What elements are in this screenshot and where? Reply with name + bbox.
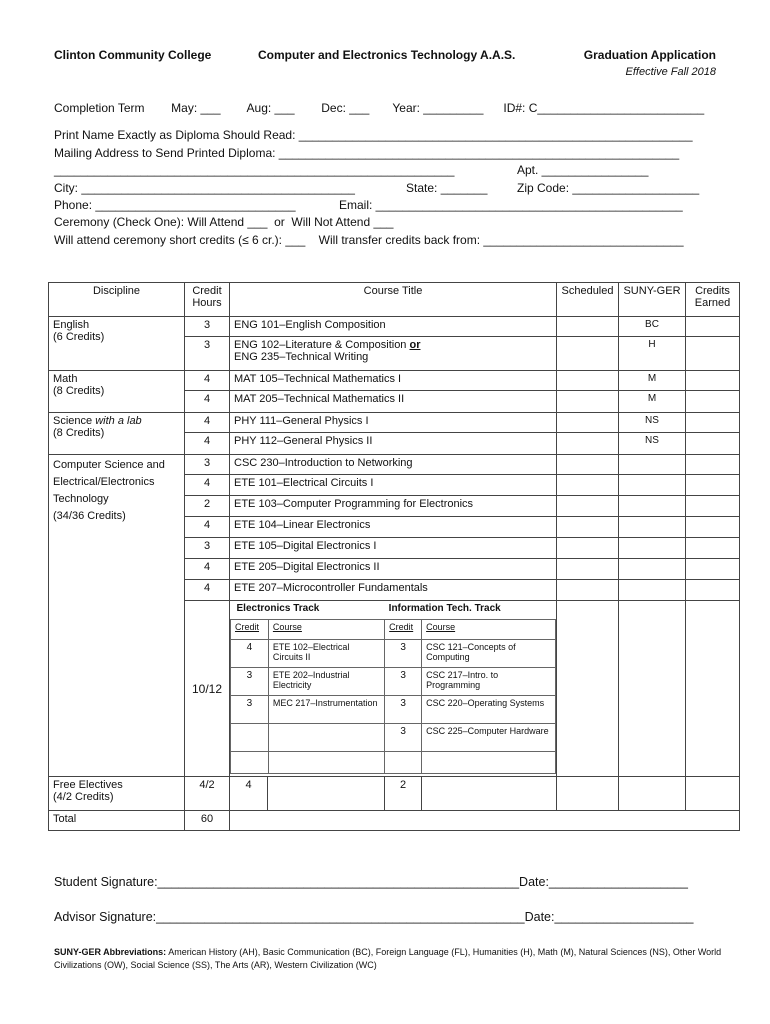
course-table bbox=[48, 282, 740, 831]
course-title-cell: ETE 205–Digital Electronics II bbox=[230, 559, 557, 580]
credit-hours-cell: 4 bbox=[185, 517, 230, 538]
suny-ger-cell bbox=[619, 517, 686, 538]
credits-earned-cell[interactable] bbox=[686, 496, 740, 517]
student-signature-line[interactable]: Student Signature:____________________________________________________Date:____________________ bbox=[54, 875, 688, 889]
credits-earned-header: Credits Earned bbox=[686, 283, 740, 317]
suny-ger-cell bbox=[619, 559, 686, 580]
course-title-cell: ETE 105–Digital Electronics I bbox=[230, 538, 557, 559]
advisor-signature-line[interactable]: Advisor Signature:_____________________________________________________Date:____________________ bbox=[54, 910, 694, 924]
table-row bbox=[49, 413, 740, 433]
suny-ger-cell bbox=[619, 475, 686, 496]
track-course: ETE 102–Electrical Circuits II bbox=[268, 639, 384, 667]
track-credit[interactable] bbox=[385, 751, 422, 773]
credits-earned-cell[interactable] bbox=[686, 601, 740, 777]
scheduled-header: Scheduled bbox=[557, 283, 619, 317]
track-course: CSC 217–Intro. to Programming bbox=[422, 667, 556, 695]
ceremony-line[interactable]: Ceremony (Check One): Will Attend ___ or Will Not Attend ___ bbox=[54, 215, 394, 229]
credit-hours-cell: 2 bbox=[185, 496, 230, 517]
scheduled-cell[interactable] bbox=[557, 559, 619, 580]
suny-ger-cell: NS bbox=[619, 433, 686, 455]
credit-hours-cell: 4 bbox=[185, 433, 230, 455]
suny-ger-cell bbox=[619, 777, 686, 811]
credits-earned-cell[interactable] bbox=[686, 517, 740, 538]
mailing-address-line[interactable]: Mailing Address to Send Printed Diploma: ____________________________________________________________ bbox=[54, 146, 680, 160]
track-course-row bbox=[231, 723, 556, 751]
email-field[interactable]: Email: ______________________________________________ bbox=[339, 198, 683, 212]
course-col-label: Course bbox=[422, 619, 556, 639]
track-course: CSC 220–Operating Systems bbox=[422, 695, 556, 723]
scheduled-cell[interactable] bbox=[557, 413, 619, 433]
track-credit: 3 bbox=[231, 695, 269, 723]
suny-ger-cell bbox=[619, 601, 686, 777]
course-col-label: Course bbox=[268, 619, 384, 639]
track-course[interactable] bbox=[422, 751, 556, 773]
credit-hours-cell: 4 bbox=[185, 391, 230, 413]
header-program: Computer and Electronics Technology A.A.S. bbox=[258, 48, 516, 62]
credits-earned-cell[interactable] bbox=[686, 337, 740, 371]
course-title-header: Course Title bbox=[230, 283, 557, 317]
city-field[interactable]: City: _________________________________________ bbox=[54, 181, 355, 195]
track-course-row bbox=[231, 667, 556, 695]
scheduled-cell[interactable] bbox=[557, 391, 619, 413]
credit-hours-cell: 4 bbox=[185, 371, 230, 391]
scheduled-cell[interactable] bbox=[557, 371, 619, 391]
state-field[interactable]: State: _______ bbox=[406, 181, 488, 195]
credits-earned-cell[interactable] bbox=[686, 559, 740, 580]
total-hours: 60 bbox=[185, 811, 230, 831]
scheduled-cell[interactable] bbox=[557, 601, 619, 777]
credits-earned-cell[interactable] bbox=[686, 391, 740, 413]
suny-ger-cell bbox=[619, 496, 686, 517]
course-title-cell: PHY 112–General Physics II bbox=[230, 433, 557, 455]
credit-hours-cell: 4 bbox=[185, 475, 230, 496]
discipline-cell: Free Electives (4/2 Credits) bbox=[49, 777, 185, 811]
credits-earned-cell[interactable] bbox=[686, 317, 740, 337]
course-title-cell: ENG 101–English Composition bbox=[230, 317, 557, 337]
phone-field[interactable]: Phone: ______________________________ bbox=[54, 198, 296, 212]
track-credit: 3 bbox=[385, 723, 422, 751]
scheduled-cell[interactable] bbox=[557, 433, 619, 455]
scheduled-cell[interactable] bbox=[557, 475, 619, 496]
discipline-cell: English (6 Credits) bbox=[49, 317, 185, 371]
total-row bbox=[49, 811, 740, 831]
discipline-cell: Computer Science and Electrical/Electronics Technology (34/36 Credits) bbox=[49, 455, 185, 777]
credits-earned-cell[interactable] bbox=[686, 371, 740, 391]
track-credit: 3 bbox=[385, 695, 422, 723]
track-course: CSC 225–Computer Hardware bbox=[422, 723, 556, 751]
credit-hours-cell: 4 bbox=[185, 580, 230, 601]
total-blank bbox=[230, 811, 740, 831]
course-title-cell: ETE 207–Microcontroller Fundamentals bbox=[230, 580, 557, 601]
track-cell bbox=[230, 601, 557, 777]
credits-earned-cell[interactable] bbox=[686, 538, 740, 559]
credit-hours-header: Credit Hours bbox=[185, 283, 230, 317]
scheduled-cell[interactable] bbox=[557, 517, 619, 538]
track-course[interactable] bbox=[268, 723, 384, 751]
track-course-row bbox=[231, 751, 556, 773]
track-credit: 3 bbox=[385, 639, 422, 667]
address-line-2[interactable]: ____________________________________________________________ bbox=[54, 163, 455, 177]
header-effective: Effective Fall 2018 bbox=[625, 66, 716, 78]
table-row bbox=[49, 455, 740, 475]
credit-col-label: Credit bbox=[385, 619, 422, 639]
course-title-cell: ETE 101–Electrical Circuits I bbox=[230, 475, 557, 496]
completion-term-line[interactable]: Completion Term May: ___ Aug: ___ Dec: ___ Year: _________ ID#: C_________________________ bbox=[54, 101, 705, 115]
course-title-cell: ETE 104–Linear Electronics bbox=[230, 517, 557, 538]
track-course: CSC 121–Concepts of Computing bbox=[422, 639, 556, 667]
table-row bbox=[49, 777, 740, 811]
credit-col-label: Credit bbox=[231, 619, 269, 639]
table-row bbox=[49, 317, 740, 337]
credit-hours-cell: 4 bbox=[185, 413, 230, 433]
credits-earned-cell[interactable] bbox=[686, 455, 740, 475]
credit-hours-cell: 4/2 bbox=[185, 777, 230, 811]
track-credit[interactable] bbox=[231, 723, 269, 751]
course-title-cell: MAT 205–Technical Mathematics II bbox=[230, 391, 557, 413]
discipline-header: Discipline bbox=[49, 283, 185, 317]
apt-field[interactable]: Apt. ________________ bbox=[517, 163, 649, 177]
total-label: Total bbox=[49, 811, 185, 831]
scheduled-cell[interactable] bbox=[557, 496, 619, 517]
scheduled-cell[interactable] bbox=[557, 538, 619, 559]
zip-field[interactable]: Zip Code: ___________________ bbox=[517, 181, 700, 195]
credits-earned-cell[interactable] bbox=[686, 413, 740, 433]
credit-hours-cell: 3 bbox=[185, 337, 230, 371]
elective-course-i[interactable] bbox=[422, 777, 557, 811]
elective-course-e[interactable] bbox=[268, 777, 385, 811]
scheduled-cell[interactable] bbox=[557, 455, 619, 475]
course-title-cell: ENG 102–Literature & Composition or ENG 235–Technical Writing bbox=[230, 337, 557, 371]
track-course: ETE 202–Industrial Electricity bbox=[268, 667, 384, 695]
credit-hours-cell: 4 bbox=[185, 559, 230, 580]
course-title-cell: MAT 105–Technical Mathematics I bbox=[230, 371, 557, 391]
credits-earned-cell[interactable] bbox=[686, 777, 740, 811]
credits-earned-cell[interactable] bbox=[686, 475, 740, 496]
elective-credit-i: 2 bbox=[385, 777, 422, 811]
track-course-row bbox=[231, 695, 556, 723]
table-row bbox=[49, 371, 740, 391]
elective-credit-e: 4 bbox=[230, 777, 268, 811]
track-course: MEC 217–Instrumentation bbox=[268, 695, 384, 723]
discipline-cell: Science with a lab (8 Credits) bbox=[49, 413, 185, 455]
suny-ger-cell: H bbox=[619, 337, 686, 371]
discipline-cell: Math (8 Credits) bbox=[49, 371, 185, 413]
track-course[interactable] bbox=[268, 751, 384, 773]
track-hours-cell: 10/12 bbox=[185, 601, 230, 777]
it-track-heading: Information Tech. Track bbox=[385, 601, 556, 619]
scheduled-cell[interactable] bbox=[557, 580, 619, 601]
suny-ger-cell bbox=[619, 538, 686, 559]
track-table bbox=[230, 601, 556, 774]
suny-ger-cell: BC bbox=[619, 317, 686, 337]
suny-ger-header: SUNY-GER bbox=[619, 283, 686, 317]
scheduled-cell[interactable] bbox=[557, 337, 619, 371]
track-credit: 4 bbox=[231, 639, 269, 667]
suny-ger-cell bbox=[619, 455, 686, 475]
suny-ger-cell: M bbox=[619, 371, 686, 391]
suny-ger-abbreviations: SUNY-GER Abbreviations: American History (AH), Basic Communication (BC), Foreign Language (FL), Humanities (H), Math (M), Natural Sciences (NS), Other World Civilizations (OW), Social Science (SS), The Arts (AR), Western Civilization (WC) bbox=[54, 947, 722, 970]
suny-ger-cell: NS bbox=[619, 413, 686, 433]
course-title-cell: PHY 111–General Physics I bbox=[230, 413, 557, 433]
track-credit: 3 bbox=[231, 667, 269, 695]
header-doc-title: Graduation Application bbox=[583, 48, 716, 62]
short-credits-line[interactable]: Will attend ceremony short credits (≤ 6 cr.): ___ Will transfer credits back from: ______________________________ bbox=[54, 233, 684, 247]
course-title-cell: CSC 230–Introduction to Networking bbox=[230, 455, 557, 475]
credits-earned-cell[interactable] bbox=[686, 433, 740, 455]
track-credit[interactable] bbox=[231, 751, 269, 773]
track-credit: 3 bbox=[385, 667, 422, 695]
print-name-line[interactable]: Print Name Exactly as Diploma Should Read: ___________________________________________________________ bbox=[54, 128, 693, 142]
credits-earned-cell[interactable] bbox=[686, 580, 740, 601]
credit-hours-cell: 3 bbox=[185, 455, 230, 475]
header-college: Clinton Community College bbox=[54, 48, 212, 62]
suny-ger-cell: M bbox=[619, 391, 686, 413]
scheduled-cell[interactable] bbox=[557, 777, 619, 811]
credit-hours-cell: 3 bbox=[185, 317, 230, 337]
course-title-cell: ETE 103–Computer Programming for Electronics bbox=[230, 496, 557, 517]
credit-hours-cell: 3 bbox=[185, 538, 230, 559]
electronics-track-heading: Electronics Track bbox=[231, 601, 385, 619]
suny-ger-cell bbox=[619, 580, 686, 601]
scheduled-cell[interactable] bbox=[557, 317, 619, 337]
track-course-row bbox=[231, 639, 556, 667]
